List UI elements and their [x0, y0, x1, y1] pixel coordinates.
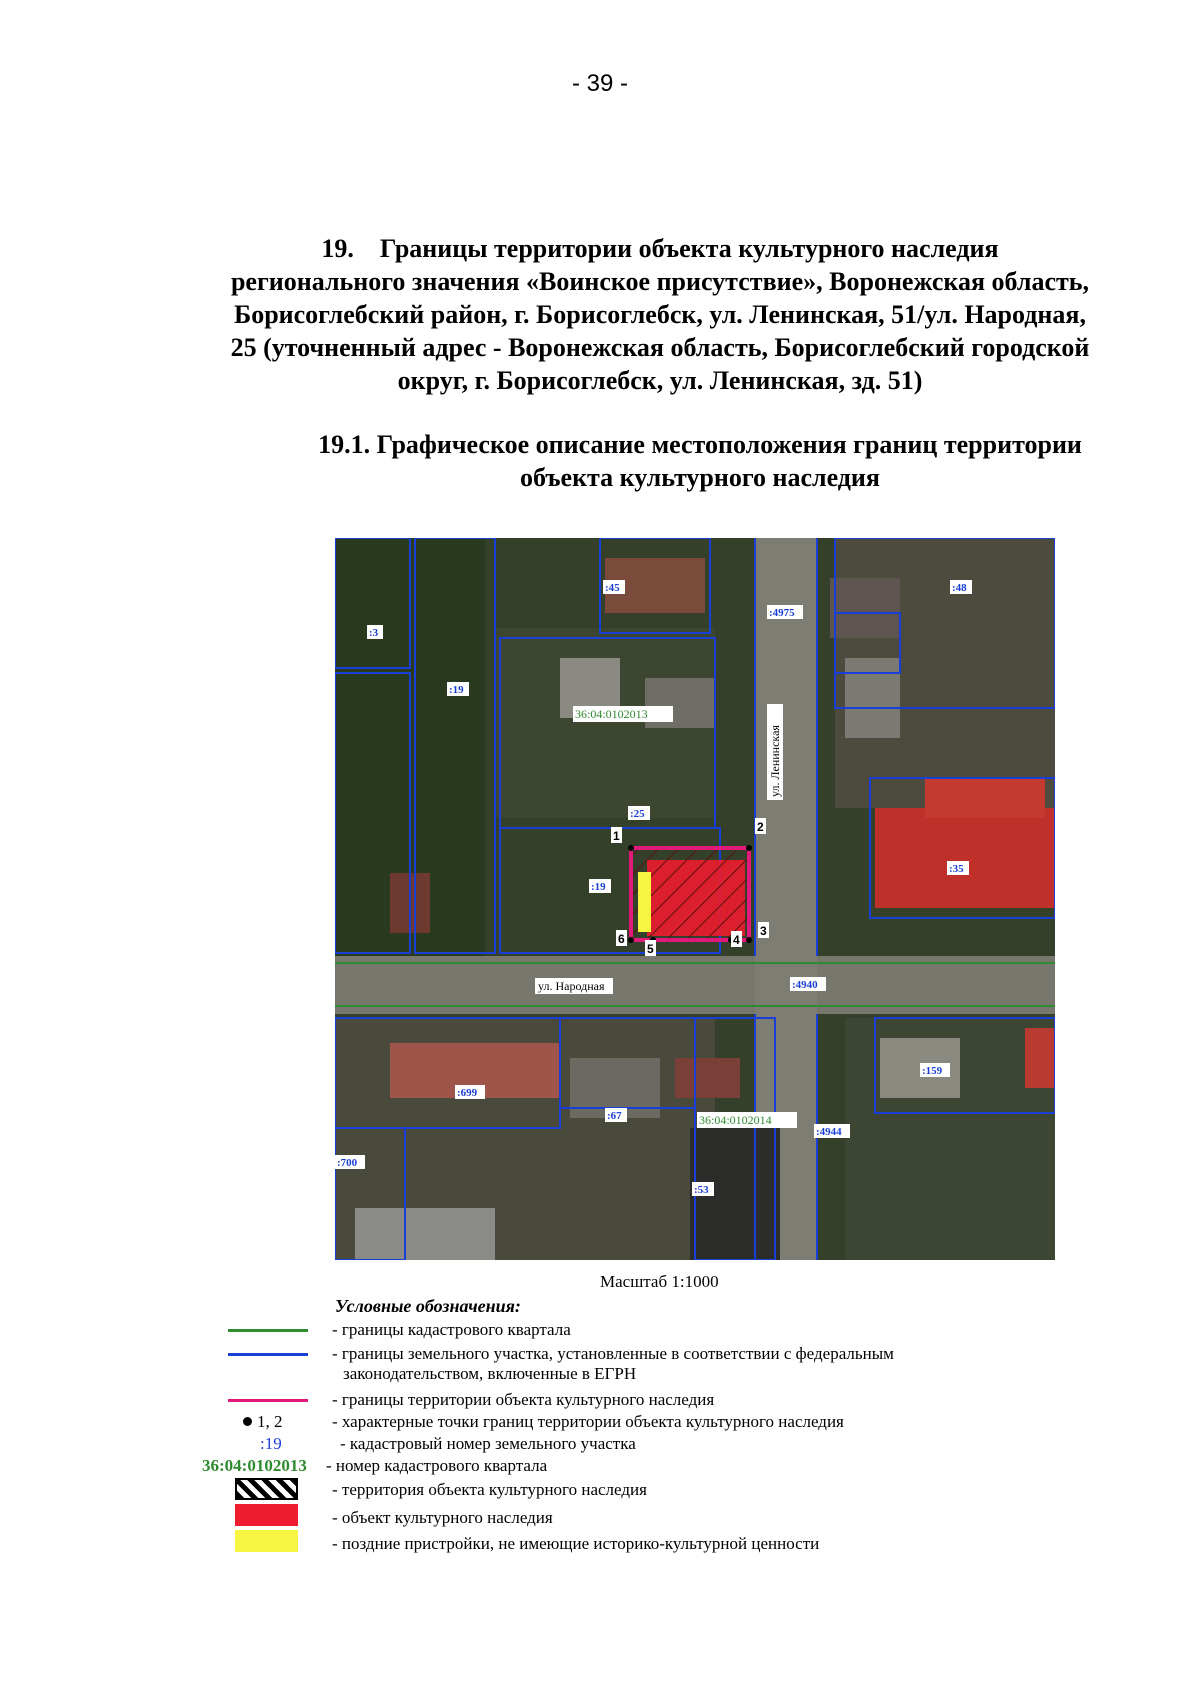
point-label: 4: [733, 933, 740, 947]
point-label: 3: [760, 924, 767, 938]
parcel-number: :35: [949, 863, 964, 875]
building-roof-red: [925, 778, 1045, 818]
parcel-number: :48: [952, 582, 967, 594]
building-roof: [355, 1208, 495, 1260]
street-label: ул. Ленинская: [768, 725, 782, 797]
legend-text: - характерные точки границ территории объекта культурного наследия: [332, 1412, 844, 1431]
legend-text: - границы кадастрового квартала: [332, 1320, 571, 1339]
legend-text: - объект культурного наследия: [332, 1508, 553, 1527]
heading-line: регионального значения «Воинское присутствие», Воронежская область,: [230, 267, 1090, 296]
building-roof: [845, 658, 900, 738]
pink-line-symbol: [228, 1399, 308, 1402]
page-number: - 39 -: [571, 70, 628, 97]
parcel-number: :4944: [816, 1126, 842, 1138]
legend-text: - кадастровый номер земельного участка: [340, 1434, 636, 1453]
parcel-number: :19: [449, 684, 464, 696]
building-roof: [830, 578, 900, 638]
hatch-swatch: [235, 1478, 298, 1500]
point-label: 1: [613, 829, 620, 843]
heading-line: 25 (уточненный адрес - Воронежская область, Борисоглебский городской: [230, 333, 1090, 362]
legend-text: - номер кадастрового квартала: [326, 1456, 548, 1475]
quarter-number-symbol: 36:04:0102013: [202, 1456, 307, 1475]
heading-line: 19.1. Графическое описание местоположения границ территории: [318, 430, 1082, 459]
parcel-number-symbol: :19: [260, 1434, 282, 1453]
blue-line-symbol: [228, 1353, 308, 1356]
street-label: ул. Народная: [538, 979, 605, 993]
map-svg: [335, 538, 1055, 1260]
section-heading: [190, 232, 1130, 397]
parcel-number: :3: [369, 627, 379, 639]
legend-text: законодательством, включенные в ЕГРН: [343, 1364, 637, 1383]
parcel-number: :4975: [769, 607, 795, 619]
point-symbol-text: 1, 2: [257, 1412, 283, 1431]
parcel-number: :4940: [792, 979, 818, 991]
point-symbol: [243, 1417, 252, 1426]
subsection-heading: [250, 428, 1150, 494]
legend-text: - поздние пристройки, не имеющие историко-культурной ценности: [332, 1534, 820, 1553]
red-swatch: [235, 1504, 298, 1526]
cadastral-map: [335, 538, 1055, 1260]
parcel-number: :700: [337, 1157, 358, 1169]
building-roof-red: [1025, 1028, 1055, 1088]
legend-text: - территория объекта культурного наследия: [332, 1480, 647, 1499]
legend-text: - границы территории объекта культурного наследия: [332, 1390, 715, 1409]
parcel-number: :45: [605, 582, 620, 594]
heading-line: округ, г. Борисоглебск, ул. Ленинская, зд. 51): [397, 366, 923, 395]
parcel-number: :67: [607, 1110, 622, 1122]
point-label: 5: [647, 942, 654, 956]
map-scale: Масштаб 1:1000: [600, 1272, 719, 1291]
building-roof-red: [875, 808, 1055, 908]
quarter-number: 36:04:0102014: [699, 1113, 772, 1127]
heading-line: объекта культурного наследия: [520, 463, 880, 492]
parcel-number: :53: [694, 1184, 709, 1196]
boundary-point: [746, 845, 752, 851]
parcel-number: :25: [630, 808, 645, 820]
heading-line: Борисоглебский район, г. Борисоглебск, ул. Ленинская, 51/ул. Народная,: [234, 300, 1086, 329]
parcel-number: :159: [922, 1065, 943, 1077]
green-line-symbol: [228, 1329, 308, 1332]
point-label: 2: [757, 820, 764, 834]
heritage-object-hatch: [647, 860, 745, 936]
boundary-point: [628, 937, 634, 943]
legend-text: - границы земельного участка, установленные в соответствии с федеральным: [332, 1344, 894, 1363]
quarter-number: 36:04:0102013: [575, 707, 648, 721]
later-addition: [638, 872, 651, 932]
building-roof: [675, 1058, 740, 1098]
legend-title: Условные обозначения:: [335, 1296, 521, 1316]
parcel-number: :699: [457, 1087, 478, 1099]
boundary-point: [628, 845, 634, 851]
point-label: 6: [618, 932, 625, 946]
yellow-swatch: [235, 1530, 298, 1552]
boundary-point: [746, 937, 752, 943]
parcel-number: :19: [591, 881, 606, 893]
heading-line: 19. Границы территории объекта культурного наследия: [321, 234, 999, 263]
